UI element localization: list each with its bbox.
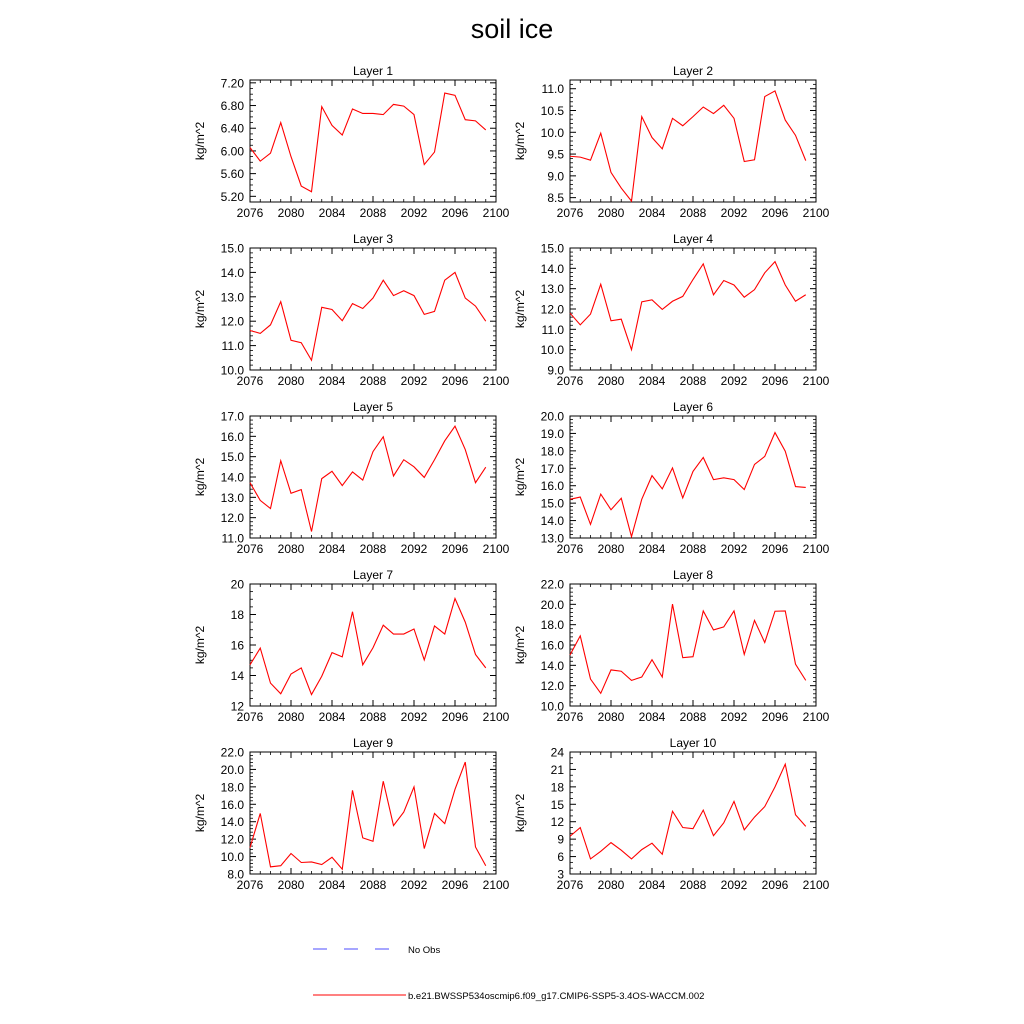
x-tick-label: 2088 (359, 710, 387, 724)
x-tick-label: 2084 (638, 710, 666, 724)
y-tick-label: 14.0 (220, 470, 244, 485)
x-tick-label: 2100 (482, 206, 510, 220)
y-tick-label: 14.0 (220, 815, 244, 830)
y-tick-label: 8.0 (227, 867, 244, 882)
y-tick-label: 9.5 (547, 147, 564, 162)
x-tick-label: 2088 (679, 710, 707, 724)
y-axis-label: kg/m^2 (193, 121, 207, 161)
y-tick-label: 11.0 (221, 339, 244, 354)
plot-frame (570, 752, 816, 874)
y-tick-label: 17.0 (220, 409, 244, 424)
series-line (570, 604, 806, 693)
x-tick-label: 2088 (679, 542, 707, 556)
y-tick-label: 19.0 (540, 426, 564, 441)
y-tick-label: 6.80 (220, 99, 244, 114)
y-tick-label: 20.0 (220, 762, 244, 777)
series-line (570, 764, 806, 859)
series-line (250, 598, 486, 694)
y-tick-label: 16.0 (220, 429, 244, 444)
x-tick-label: 2076 (236, 878, 264, 892)
x-tick-label: 2080 (277, 542, 305, 556)
x-tick-label: 2080 (277, 206, 305, 220)
x-tick-label: 2084 (318, 542, 346, 556)
y-tick-label: 15.0 (220, 450, 244, 465)
plot-frame (570, 416, 816, 538)
y-tick-label: 11.0 (221, 531, 244, 546)
x-tick-label: 2096 (761, 374, 789, 388)
x-tick-label: 2080 (597, 878, 625, 892)
x-tick-label: 2096 (441, 374, 469, 388)
plot-frame (250, 80, 496, 202)
chart-panel-layer-2 (513, 64, 830, 220)
y-tick-label: 18.0 (540, 618, 564, 633)
x-tick-label: 2076 (556, 710, 584, 724)
panel-title: Layer 8 (672, 568, 714, 582)
x-tick-label: 2084 (318, 878, 346, 892)
y-tick-label: 16.0 (540, 479, 564, 494)
y-tick-label: 12 (230, 699, 244, 714)
y-axis-label: kg/m^2 (193, 625, 207, 665)
y-tick-label: 11.0 (541, 322, 564, 337)
y-tick-label: 8.5 (547, 191, 564, 206)
y-axis-label: kg/m^2 (193, 457, 207, 497)
y-tick-label: 20 (230, 577, 244, 592)
y-tick-label: 5.60 (220, 167, 244, 182)
y-axis-label: kg/m^2 (513, 457, 527, 497)
y-tick-label: 16 (230, 638, 244, 653)
y-tick-label: 9.0 (547, 169, 564, 184)
x-tick-label: 2092 (720, 878, 748, 892)
x-tick-label: 2100 (802, 542, 830, 556)
series-line (570, 262, 806, 350)
y-tick-label: 12 (550, 815, 564, 830)
y-tick-label: 12.0 (220, 511, 244, 526)
plot-frame (570, 80, 816, 202)
y-tick-label: 12.0 (220, 314, 244, 329)
x-tick-label: 2096 (761, 206, 789, 220)
x-tick-label: 2084 (318, 374, 346, 388)
y-tick-label: 12.0 (220, 832, 244, 847)
y-axis-label: kg/m^2 (193, 289, 207, 329)
y-tick-label: 22.0 (220, 745, 244, 760)
y-axis-label: kg/m^2 (513, 793, 527, 833)
y-tick-label: 14.0 (540, 658, 564, 673)
x-tick-label: 2092 (720, 374, 748, 388)
panel-title: Layer 9 (352, 736, 394, 750)
chart-panel-layer-4 (513, 232, 830, 388)
x-tick-label: 2092 (720, 710, 748, 724)
x-tick-label: 2076 (556, 542, 584, 556)
y-tick-label: 9.0 (547, 363, 564, 378)
x-tick-label: 2096 (761, 710, 789, 724)
x-tick-label: 2100 (802, 206, 830, 220)
y-tick-label: 9 (557, 832, 564, 847)
x-tick-label: 2096 (441, 542, 469, 556)
y-tick-label: 15 (550, 797, 564, 812)
chart-panel-layer-8 (513, 568, 830, 724)
x-tick-label: 2096 (441, 206, 469, 220)
plot-frame (250, 584, 496, 706)
panel-title: Layer 6 (672, 400, 714, 414)
y-tick-label: 7.20 (220, 76, 244, 91)
plot-frame (570, 248, 816, 370)
x-tick-label: 2080 (597, 542, 625, 556)
x-tick-label: 2084 (638, 374, 666, 388)
x-tick-label: 2080 (277, 710, 305, 724)
chart-panel-layer-1 (193, 64, 510, 220)
x-tick-label: 2084 (638, 542, 666, 556)
x-tick-label: 2092 (400, 542, 428, 556)
y-tick-label: 20.0 (540, 409, 564, 424)
y-tick-label: 15.0 (540, 496, 564, 511)
x-tick-label: 2092 (720, 542, 748, 556)
y-tick-label: 12.0 (540, 302, 564, 317)
series-line (250, 272, 486, 360)
y-tick-label: 13.0 (540, 531, 564, 546)
y-tick-label: 6 (557, 850, 564, 865)
y-axis-label: kg/m^2 (513, 121, 527, 161)
y-tick-label: 10.0 (540, 125, 564, 140)
chart-panel-layer-3 (193, 232, 510, 388)
x-tick-label: 2092 (400, 374, 428, 388)
panel-title: Layer 7 (352, 568, 394, 582)
y-axis-label: kg/m^2 (513, 625, 527, 665)
panel-title: Layer 1 (352, 64, 394, 78)
y-tick-label: 14 (230, 669, 244, 683)
y-tick-label: 6.00 (220, 144, 244, 159)
plot-frame (250, 752, 496, 874)
y-tick-label: 10.0 (540, 343, 564, 358)
y-tick-label: 11.0 (541, 82, 564, 97)
x-tick-label: 2092 (400, 878, 428, 892)
x-tick-label: 2084 (318, 710, 346, 724)
x-tick-label: 2088 (359, 206, 387, 220)
x-tick-label: 2088 (359, 878, 387, 892)
x-tick-label: 2080 (277, 878, 305, 892)
x-tick-label: 2092 (400, 206, 428, 220)
x-tick-label: 2080 (597, 710, 625, 724)
chart-panel-layer-9 (193, 736, 510, 892)
y-tick-label: 24 (550, 745, 564, 760)
x-tick-label: 2088 (359, 542, 387, 556)
x-tick-label: 2096 (441, 710, 469, 724)
panel-title: Layer 5 (352, 400, 394, 414)
figure-title: soil ice (470, 14, 554, 44)
y-tick-label: 3 (557, 867, 564, 882)
x-tick-label: 2100 (802, 710, 830, 724)
x-tick-label: 2076 (236, 206, 264, 220)
x-tick-label: 2084 (638, 206, 666, 220)
chart-panel-layer-5 (193, 400, 510, 556)
y-tick-label: 14.0 (540, 261, 564, 276)
y-tick-label: 5.20 (220, 189, 244, 204)
series-line (250, 93, 486, 192)
x-tick-label: 2080 (597, 206, 625, 220)
x-tick-label: 2088 (679, 206, 707, 220)
panel-title: Layer 2 (672, 64, 714, 78)
x-tick-label: 2100 (482, 710, 510, 724)
chart-panel-layer-7 (193, 568, 510, 724)
legend-model-label: b.e21.BWSSP534oscmip6.f09_g17.CMIP6-SSP5-3.4OS-WACCM.002 (408, 991, 705, 1002)
y-tick-label: 15.0 (220, 241, 244, 256)
y-tick-label: 17.0 (540, 461, 564, 476)
y-tick-label: 13.0 (220, 490, 244, 505)
y-tick-label: 20.0 (540, 597, 564, 612)
x-tick-label: 2076 (236, 374, 264, 388)
x-tick-label: 2100 (482, 542, 510, 556)
y-tick-label: 6.40 (220, 121, 244, 136)
y-tick-label: 14.0 (220, 265, 244, 280)
x-tick-label: 2088 (359, 374, 387, 388)
y-tick-label: 22.0 (540, 577, 564, 592)
x-tick-label: 2084 (318, 206, 346, 220)
y-tick-label: 15.0 (540, 241, 564, 256)
y-tick-label: 12.0 (540, 679, 564, 694)
plot-frame (570, 584, 816, 706)
y-tick-label: 13.0 (220, 290, 244, 305)
series-line (250, 762, 486, 869)
x-tick-label: 2080 (277, 374, 305, 388)
x-tick-label: 2076 (556, 206, 584, 220)
y-tick-label: 14.0 (540, 514, 564, 529)
y-tick-label: 18.0 (540, 444, 564, 459)
x-tick-label: 2096 (761, 542, 789, 556)
x-tick-label: 2088 (679, 878, 707, 892)
x-tick-label: 2100 (802, 878, 830, 892)
y-tick-label: 10.0 (540, 699, 564, 714)
chart-panel-layer-6 (513, 400, 830, 556)
y-tick-label: 10.0 (220, 363, 244, 378)
x-tick-label: 2076 (556, 878, 584, 892)
x-tick-label: 2088 (679, 374, 707, 388)
x-tick-label: 2076 (236, 710, 264, 724)
x-tick-label: 2100 (802, 374, 830, 388)
chart-panel-layer-10 (513, 736, 830, 892)
x-tick-label: 2084 (638, 878, 666, 892)
series-line (570, 433, 806, 537)
y-tick-label: 13.0 (540, 282, 564, 297)
y-tick-label: 18.0 (220, 780, 244, 795)
legend-no-obs-label: No Obs (408, 945, 441, 956)
y-tick-label: 18 (550, 780, 564, 795)
y-tick-label: 10.0 (220, 850, 244, 865)
x-tick-label: 2092 (400, 710, 428, 724)
y-axis-label: kg/m^2 (193, 793, 207, 833)
panel-title: Layer 10 (669, 736, 717, 750)
x-tick-label: 2096 (761, 878, 789, 892)
y-tick-label: 16.0 (220, 797, 244, 812)
y-axis-label: kg/m^2 (513, 289, 527, 329)
x-tick-label: 2080 (597, 374, 625, 388)
panel-title: Layer 4 (672, 232, 714, 246)
y-tick-label: 16.0 (540, 638, 564, 653)
y-tick-label: 21 (550, 762, 564, 777)
y-tick-label: 10.5 (540, 104, 564, 118)
x-tick-label: 2100 (482, 878, 510, 892)
series-line (250, 426, 486, 531)
y-tick-label: 18 (230, 608, 244, 622)
x-tick-label: 2100 (482, 374, 510, 388)
x-tick-label: 2096 (441, 878, 469, 892)
x-tick-label: 2076 (236, 542, 264, 556)
x-tick-label: 2076 (556, 374, 584, 388)
series-line (570, 91, 806, 201)
panel-title: Layer 3 (352, 232, 394, 246)
x-tick-label: 2092 (720, 206, 748, 220)
plot-frame (250, 248, 496, 370)
